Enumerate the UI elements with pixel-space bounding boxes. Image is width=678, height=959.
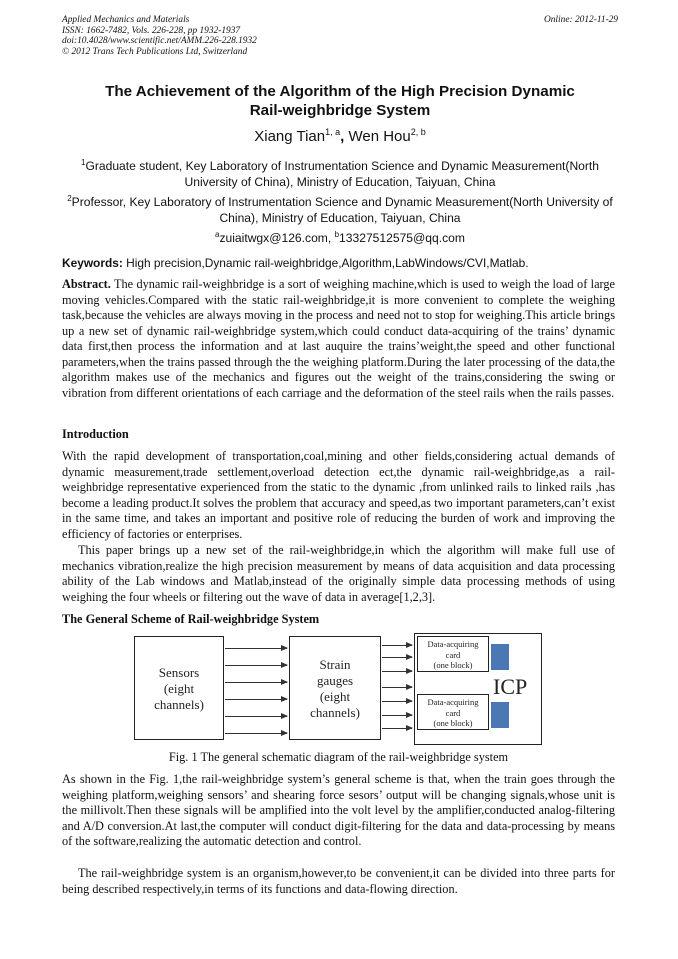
email-a: zuiaitwgx@126.com, [219,231,335,246]
card-2-line-1: Data-acquiring [427,697,479,707]
running-header [62,15,618,57]
email-b-sup: b [334,230,340,239]
author-1: Xiang Tian [254,128,326,145]
gauges-line-2: gauges [316,673,354,688]
intro-heading: Introduction [62,427,129,441]
arrow-11 [382,701,412,702]
journal-name: Applied Mechanics and Materials [62,15,190,25]
arrow-12 [382,715,412,716]
scheme-heading: The General Scheme of Rail-weighbridge System [62,612,320,626]
gauges-line-4: channels) [310,705,360,720]
arrow-8 [382,657,412,658]
body-paragraph-2: The rail-weighbridge system is an organism,however,to be convenient,it can be divided into three parts for being described respectively,in terms of its functions and data-flowing direction. [62,866,615,896]
arrow-1 [225,648,287,649]
authors [62,127,618,145]
intro-paragraph-2: This paper brings up a new set of the rail-weighbridge,in which the algorithm will make full use of mechanics vibration,realize the high precision measurement by means of data acquisition and data processing ability of the Lab windows and Matlab,instead of the originally simple data processing methods of using weighing the four wheels or filtering out the wave of data in average[1,2,3]. [62,543,615,604]
arrow-10 [382,687,412,688]
sensors-line-3: channels) [154,697,204,712]
affiliation-2-text: Professor, Key Laboratory of Instrumentation Science and Dynamic Measurement(North University of China), Ministry of Education, Taiyuan, China [71,195,613,225]
issn: ISSN: 1662-7482, Vols. 226-228, pp 1932-1937 [62,25,241,36]
arrow-4 [225,699,287,700]
abstract [62,277,615,401]
arrow-6 [225,733,287,734]
online-date: Online: 2012-11-29 [543,15,618,25]
card-2-line-3: (one block) [433,718,473,728]
arrow-13 [382,728,412,729]
data-card-1 [417,636,489,672]
author-1-sup: 1, a [325,127,341,137]
figure-1-diagram [134,633,540,743]
abstract-label: Abstract. [62,277,111,291]
card-1-line-2: card [445,649,461,660]
body-paragraph-1: As shown in the Fig. 1,the rail-weighbridge system’s general scheme is that, when the train goes through the weighing platform,weighing sensors’ and shearing force sesors’ output will be changing signals,whose unit is the millivolt.Then these signals will be amplified into the volt level by the amplifier,conducted analog-filtering and A/D conversion.At last,the computer will conduct digit-filtering for the data and data-processing by means of the software,realizing the automatic detection and control. [62,772,615,848]
card-1-line-3: (one block) [433,660,473,670]
keywords [62,256,618,270]
author-2: Wen Hou [348,128,411,145]
strain-gauges-box [289,636,381,740]
keywords-label: Keywords: [62,256,123,270]
affiliation-1-text: Graduate student, Key Laboratory of Instrumentation Science and Dynamic Measurement(North University of China), Ministry of Education, Taiyuan, China [85,159,600,189]
arrow-3 [225,682,287,683]
card-1-line-1: Data-acquiring [427,639,479,649]
email-a-sup: a [215,230,220,239]
paper-title [62,82,618,120]
card-2-edge [491,702,509,728]
sensors-line-1: Sensors [158,665,200,680]
author-sep: , [340,128,349,145]
arrow-7 [382,645,412,646]
arrow-5 [225,716,287,717]
intro-paragraph-1: With the rapid development of transportation,coal,mining and other fields,considering actual demands of dynamic measurement,trade settlement,overload detection ect,the dynamic rail-weighbridge,as a rail-weighbridge representative experienced from the static to the dynamic ,from unlinked rails to linked rails ,has become a leading product.It solves the problem that accuracy and speed,as two important parameters,can’t exist in the same time, and takes an important and positive role of reducing the burden of work and improving the efficiency of factories or enterprises. [62,449,615,541]
affiliation-2-sup: 2 [67,194,72,203]
email-b: 13327512575@qq.com [339,231,465,246]
affiliation-1-sup: 1 [80,158,86,167]
title-line-2: Rail-weighbridge System [249,102,431,119]
gauges-line-1: Strain [319,657,351,672]
arrow-9 [382,671,412,672]
sensors-box [134,636,224,740]
keywords-text: High precision,Dynamic rail-weighbridge,Algorithm,LabWindows/CVI,Matlab. [126,256,529,270]
data-card-2 [417,694,489,730]
gauges-line-3: (eight [319,689,351,704]
card-1-edge [491,644,509,670]
card-2-line-2: card [445,707,461,718]
title-line-1: The Achievement of the Algorithm of the High Precision Dynamic [105,83,575,100]
affiliation-2 [62,191,618,226]
arrow-2 [225,665,287,666]
doi: doi:10.4028/www.scientific.net/AMM.226-228.1932 [62,36,257,47]
author-2-sup: 2, b [410,127,426,137]
sensors-line-2: (eight [163,681,195,696]
affiliation-1 [62,155,618,190]
figure-caption: Fig. 1 The general schematic diagram of the rail-weighbridge system [168,750,509,764]
icp-box [414,633,542,745]
copyright: © 2012 Trans Tech Publications Ltd, Switzerland [62,46,248,57]
abstract-text: The dynamic rail-weighbridge is a sort of weighing machine,which is used to weigh the load of large moving vehicles.Compared with the static rail-weighbridge,it is more convenient to complete the weighing task,because the vehicles are always moving in the process and need not to stop for weighing.This article brings up a new set of dynamic rail-weighbridge system,which could conduct data-acquiring of the trains’ dynamic data first,then process the information and at last auquire the trains’weight,the speed and other functional parameters,when the trains passed through the the weighing platform.During the later processing of the data,the algorithm makes use of the mechanics and figures out the weight of the trains,considering the swing or vibration from different orientations of each carriage and the deformation of the steel rails when the rails passes. [62,277,616,400]
emails [62,227,618,247]
icp-label: ICP [493,674,528,699]
